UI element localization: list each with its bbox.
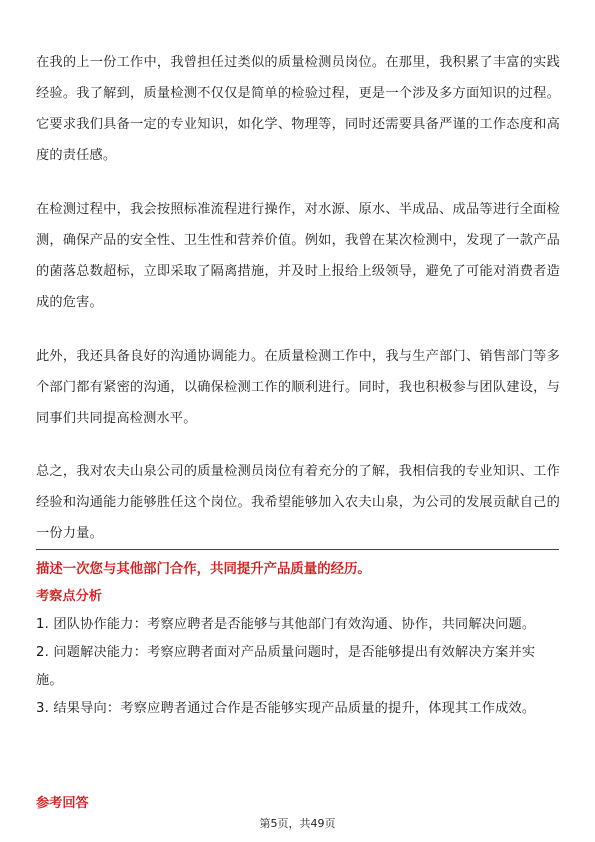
paragraph-previous-job: 在我的上一份工作中，我曾担任过类似的质量检测员岗位。在那里，我积累了丰富的实践经验。我了解到，质量检测不仅仅是简单的检验过程，更是一个涉及多方面知识的过程。它要求我们具备一定的专业知识，如化学、物理等，同时还需要具备严谨的工作态度和高度的责任感。 xyxy=(36,55,560,163)
page-footer: 第5页，共49页 xyxy=(259,817,336,830)
paragraph-conclusion: 总之，我对农夫山泉公司的质量检测员岗位有着充分的了解，我相信我的专业知识、工作经验和沟通能力能够胜任这个岗位。我希望能够加入农夫山泉，为公司的发展贡献自己的一份力量。 xyxy=(36,464,560,541)
section-divider xyxy=(36,549,559,550)
paragraph-inspection-process: 在检测过程中，我会按照标准流程进行操作，对水源、原水、半成品、成品等进行全面检测，确保产品的安全性、卫生性和营养价值。例如，我曾在某次检测中，发现了一款产品的菌落总数超标，立即采取了隔离措施，并及时上报给上级领导，避免了可能对消费者造成的危害。 xyxy=(36,202,560,310)
paragraph-communication: 此外，我还具备良好的沟通协调能力。在质量检测工作中，我与生产部门、销售部门等多个部门都有紧密的沟通，以确保检测工作的顺利进行。同时，我也积极参与团队建设，与同事们共同提高检测水平。 xyxy=(36,349,560,426)
analysis-list xyxy=(36,611,560,723)
analysis-item-results: 3. 结果导向：考察应聘者通过合作是否能够实现产品质量的提升，体现其工作成效。 xyxy=(36,701,536,716)
analysis-item-problem-solving: 2. 问题解决能力：考察应聘者面对产品质量问题时，是否能够提出有效解决方案并实施。 xyxy=(36,645,536,688)
interview-question: 描述一次您与其他部门合作，共同提升产品质量的经历。 xyxy=(36,562,371,577)
analysis-item-teamwork: 1. 团队协作能力：考察应聘者是否能够与其他部门有效沟通、协作，共同解决问题。 xyxy=(36,617,536,632)
analysis-heading: 考察点分析 xyxy=(36,589,102,604)
reference-answer-heading: 参考回答 xyxy=(36,796,89,811)
